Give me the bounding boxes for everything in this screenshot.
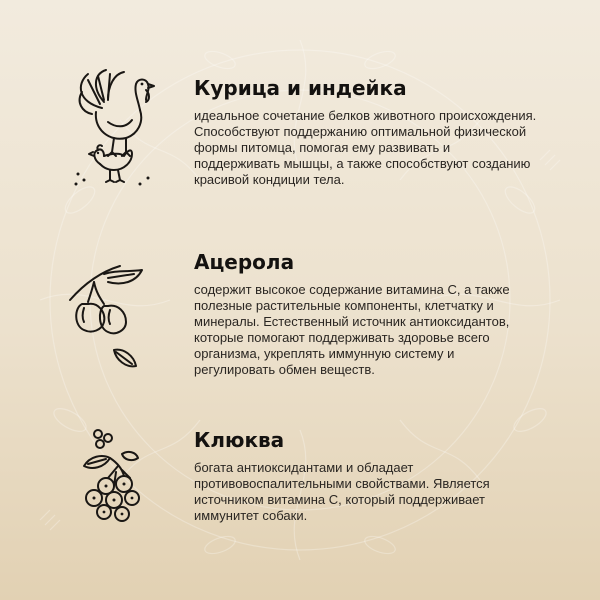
section-title: Курица и индейка — [194, 76, 407, 100]
cranberry-icon — [64, 428, 164, 558]
acerola-icon — [64, 252, 164, 382]
section-description: идеальное сочетание белков животного происхождения. Способствуют поддержанию оптимальной физической формы питомца, помогая ему развивать и поддерживать мышцы, а также способствуют созданию красивой кондиции тела. — [194, 108, 537, 187]
section-title: Клюква — [194, 428, 285, 452]
section-title: Ацерола — [194, 250, 295, 274]
section-description: богата антиоксидантами и обладает противовоспалительными свойствами. Является источником витамина С, который поддерживает иммунитет собаки. — [194, 460, 490, 523]
turkey-chicken-icon — [64, 66, 164, 196]
section-description: содержит высокое содержание витамина С, а также полезные растительные компоненты, клетчатку и минералы. Естественный источник антиоксидантов, которые помогают поддерживать здоровье всего организма, укреплять иммунную систему и регулировать обмен веществ. — [194, 282, 510, 377]
